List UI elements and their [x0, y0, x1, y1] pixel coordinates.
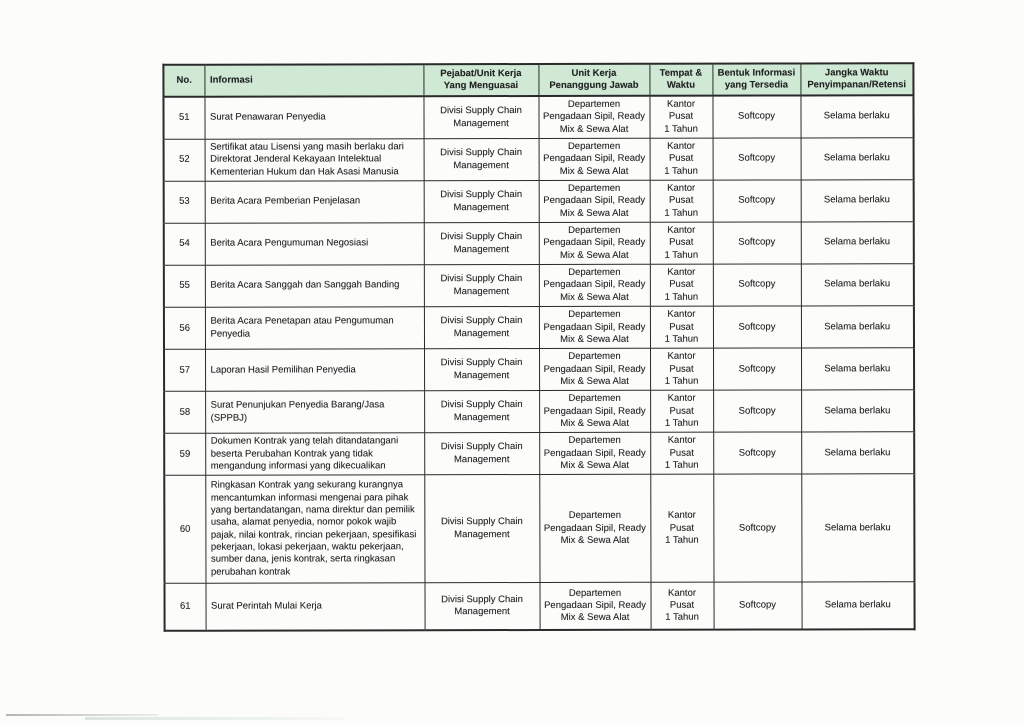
cell-bentuk: Softcopy [713, 348, 801, 390]
cell-informasi: Laporan Hasil Pemilihan Penyedia [205, 349, 424, 391]
cell-jangka: Selama berlaku [801, 432, 914, 474]
header-unit-kerja-penanggung-jawab: Unit Kerja Penanggung Jawab [538, 64, 649, 96]
cell-tempat-waktu [649, 96, 712, 139]
cell-unit-kerja: Departemen Pengadaan Sipil, Ready Mix & Sewa Alat [538, 96, 649, 139]
cell-tempat-waktu [650, 138, 713, 180]
cell-unit-kerja: Departemen Pengadaan Sipil, Ready Mix & Sewa Alat [539, 180, 650, 222]
cell-unit-kerja: Departemen Pengadaan Sipil, Ready Mix & Sewa Alat [539, 348, 650, 390]
cell-jangka: Selama berlaku [801, 582, 914, 629]
cell-tempat-waktu [650, 474, 713, 582]
cell-no: 57 [164, 349, 205, 391]
cell-tempat-waktu [650, 180, 713, 222]
cell-unit-kerja: Departemen Pengadaan Sipil, Ready Mix & Sewa Alat [539, 222, 650, 264]
tempat-value: Kantor Pusat [667, 182, 696, 207]
header-tempat-waktu: Tempat & Waktu [649, 64, 712, 96]
cell-pejabat: Divisi Supply Chain Management [424, 139, 539, 181]
cell-no: 54 [164, 223, 205, 265]
scan-edge-artifact [6, 714, 158, 716]
waktu-value: 1 Tahun [664, 459, 699, 471]
cell-pejabat: Divisi Supply Chain Management [424, 475, 539, 583]
cell-no: 55 [164, 265, 205, 307]
cell-informasi: Surat Perintah Mulai Kerja [205, 583, 424, 630]
waktu-value: 1 Tahun [664, 291, 699, 303]
cell-pejabat: Divisi Supply Chain Management [424, 307, 539, 349]
cell-informasi: Sertifikat atau Lisensi yang masih berlaku dari Direktorat Jenderal Kekayaan Intelektual Kementerian Hukum dan Hak Asasi Manusia [205, 139, 424, 181]
cell-unit-kerja: Departemen Pengadaan Sipil, Ready Mix & Sewa Alat [539, 583, 650, 630]
cell-no: 58 [164, 391, 205, 433]
cell-informasi: Dokumen Kontrak yang telah ditandatangani beserta Perubahan Kontrak yang tidak mengandung informasi yang dikecualikan [205, 433, 424, 475]
cell-no: 61 [164, 583, 205, 630]
cell-tempat-waktu [650, 582, 713, 629]
waktu-value: 1 Tahun [664, 249, 699, 261]
cell-unit-kerja: Departemen Pengadaan Sipil, Ready Mix & Sewa Alat [539, 138, 650, 180]
cell-tempat-waktu [650, 390, 713, 432]
waktu-value: 1 Tahun [665, 611, 699, 623]
information-inventory-table [162, 62, 915, 631]
table-row [164, 180, 914, 224]
cell-jangka: Selama berlaku [801, 138, 914, 180]
tempat-value: Kantor Pusat [668, 587, 697, 611]
cell-pejabat: Divisi Supply Chain Management [424, 349, 539, 391]
cell-no: 53 [164, 181, 205, 223]
cell-jangka: Selama berlaku [800, 95, 913, 138]
cell-unit-kerja: Departemen Pengadaan Sipil, Ready Mix & Sewa Alat [539, 306, 650, 348]
cell-informasi: Surat Penawaran Penyedia [204, 96, 423, 139]
waktu-value: 1 Tahun [664, 207, 699, 219]
cell-bentuk: Softcopy [713, 390, 801, 432]
cell-tempat-waktu [650, 432, 713, 474]
table-row [163, 95, 913, 139]
information-inventory-table-wrap [162, 62, 914, 631]
tempat-value: Kantor Pusat [666, 98, 696, 123]
table-row [164, 138, 914, 182]
cell-tempat-waktu [650, 222, 713, 264]
cell-pejabat: Divisi Supply Chain Management [424, 433, 539, 475]
tempat-value: Kantor Pusat [667, 434, 696, 459]
cell-jangka: Selama berlaku [801, 222, 914, 264]
cell-tempat-waktu [650, 348, 713, 390]
waktu-value: 1 Tahun [664, 417, 699, 429]
cell-informasi: Berita Acara Penetapan atau Pengumuman Penyedia [205, 307, 424, 349]
cell-informasi: Ringkasan Kontrak yang sekurang kurangnya mencantumkan informasi mengenai para pihak yang bertandatangan, nama direktur dan pemilik usaha, alamat penyedia, nomor pokok wajib pajak, nilai kontrak, rincian pekerjaan, spesifikasi pekerjaan, lokasi pekerjaan, waktu pekerjaan, sumber dana, jenis kontrak, serta ringkasan perubahan kontrak [205, 475, 424, 583]
header-jangka-waktu: Jangka Waktu Penyimpanan/Retensi [800, 63, 913, 95]
tempat-value: Kantor Pusat [667, 140, 696, 165]
cell-bentuk: Softcopy [713, 138, 801, 180]
cell-pejabat: Divisi Supply Chain Management [424, 223, 539, 265]
cell-tempat-waktu [650, 306, 713, 348]
tempat-value: Kantor Pusat [667, 308, 696, 333]
cell-jangka: Selama berlaku [801, 390, 914, 432]
table-row [164, 390, 914, 434]
cell-jangka: Selama berlaku [801, 264, 914, 306]
tempat-value: Kantor Pusat [667, 266, 696, 291]
tempat-value: Kantor Pusat [667, 350, 696, 375]
tempat-value: Kantor Pusat [667, 392, 696, 417]
cell-bentuk: Softcopy [713, 474, 801, 582]
cell-no: 56 [164, 307, 205, 349]
cell-tempat-waktu [650, 264, 713, 306]
cell-jangka: Selama berlaku [801, 474, 914, 582]
cell-bentuk: Softcopy [713, 582, 801, 629]
tempat-value: Kantor Pusat [667, 509, 696, 534]
cell-bentuk: Softcopy [713, 180, 801, 222]
cell-informasi: Berita Acara Pemberian Penjelasan [205, 181, 424, 223]
table-row [164, 264, 914, 308]
cell-pejabat: Divisi Supply Chain Management [423, 96, 538, 139]
cell-unit-kerja: Departemen Pengadaan Sipil, Ready Mix & Sewa Alat [539, 433, 650, 475]
waktu-value: 1 Tahun [664, 165, 698, 177]
waktu-value: 1 Tahun [664, 123, 698, 135]
cell-pejabat: Divisi Supply Chain Management [424, 391, 539, 433]
cell-informasi: Surat Penunjukan Penyedia Barang/Jasa (SPPBJ) [205, 391, 424, 433]
cell-no: 52 [164, 139, 205, 181]
table-row [164, 348, 914, 392]
cell-no: 51 [163, 97, 204, 140]
cell-jangka: Selama berlaku [801, 306, 914, 348]
cell-bentuk: Softcopy [713, 264, 801, 306]
cell-jangka: Selama berlaku [801, 348, 914, 390]
cell-pejabat: Divisi Supply Chain Management [424, 583, 539, 630]
cell-bentuk: Softcopy [712, 95, 800, 138]
cell-no: 60 [164, 475, 205, 583]
cell-bentuk: Softcopy [713, 222, 801, 264]
header-pejabat-unit-kerja: Pejabat/Unit Kerja Yang Menguasai [423, 64, 538, 96]
waktu-value: 1 Tahun [665, 534, 699, 546]
cell-jangka: Selama berlaku [801, 180, 914, 222]
table-row [164, 432, 914, 476]
header-no: No. [163, 65, 204, 97]
cell-no: 59 [164, 433, 205, 475]
cell-unit-kerja: Departemen Pengadaan Sipil, Ready Mix & Sewa Alat [539, 264, 650, 306]
header-informasi: Informasi [204, 64, 423, 96]
table-row [164, 582, 914, 631]
waktu-value: 1 Tahun [664, 375, 699, 387]
tempat-value: Kantor Pusat [667, 224, 696, 249]
table-row [164, 306, 914, 350]
header-bentuk-informasi: Bentuk Informasi yang Tersedia [712, 63, 800, 95]
waktu-value: 1 Tahun [664, 333, 699, 345]
cell-pejabat: Divisi Supply Chain Management [424, 181, 539, 223]
cell-unit-kerja: Departemen Pengadaan Sipil, Ready Mix & Sewa Alat [539, 390, 650, 432]
table-row [164, 474, 914, 584]
scan-edge-artifact [85, 717, 345, 720]
cell-unit-kerja: Departemen Pengadaan Sipil, Ready Mix & Sewa Alat [539, 475, 650, 583]
cell-bentuk: Softcopy [713, 306, 801, 348]
table-header-row [163, 63, 913, 97]
cell-bentuk: Softcopy [713, 432, 801, 474]
cell-pejabat: Divisi Supply Chain Management [424, 265, 539, 307]
cell-informasi: Berita Acara Pengumuman Negosiasi [205, 223, 424, 265]
table-row [164, 222, 914, 266]
cell-informasi: Berita Acara Sanggah dan Sanggah Banding [205, 265, 424, 307]
